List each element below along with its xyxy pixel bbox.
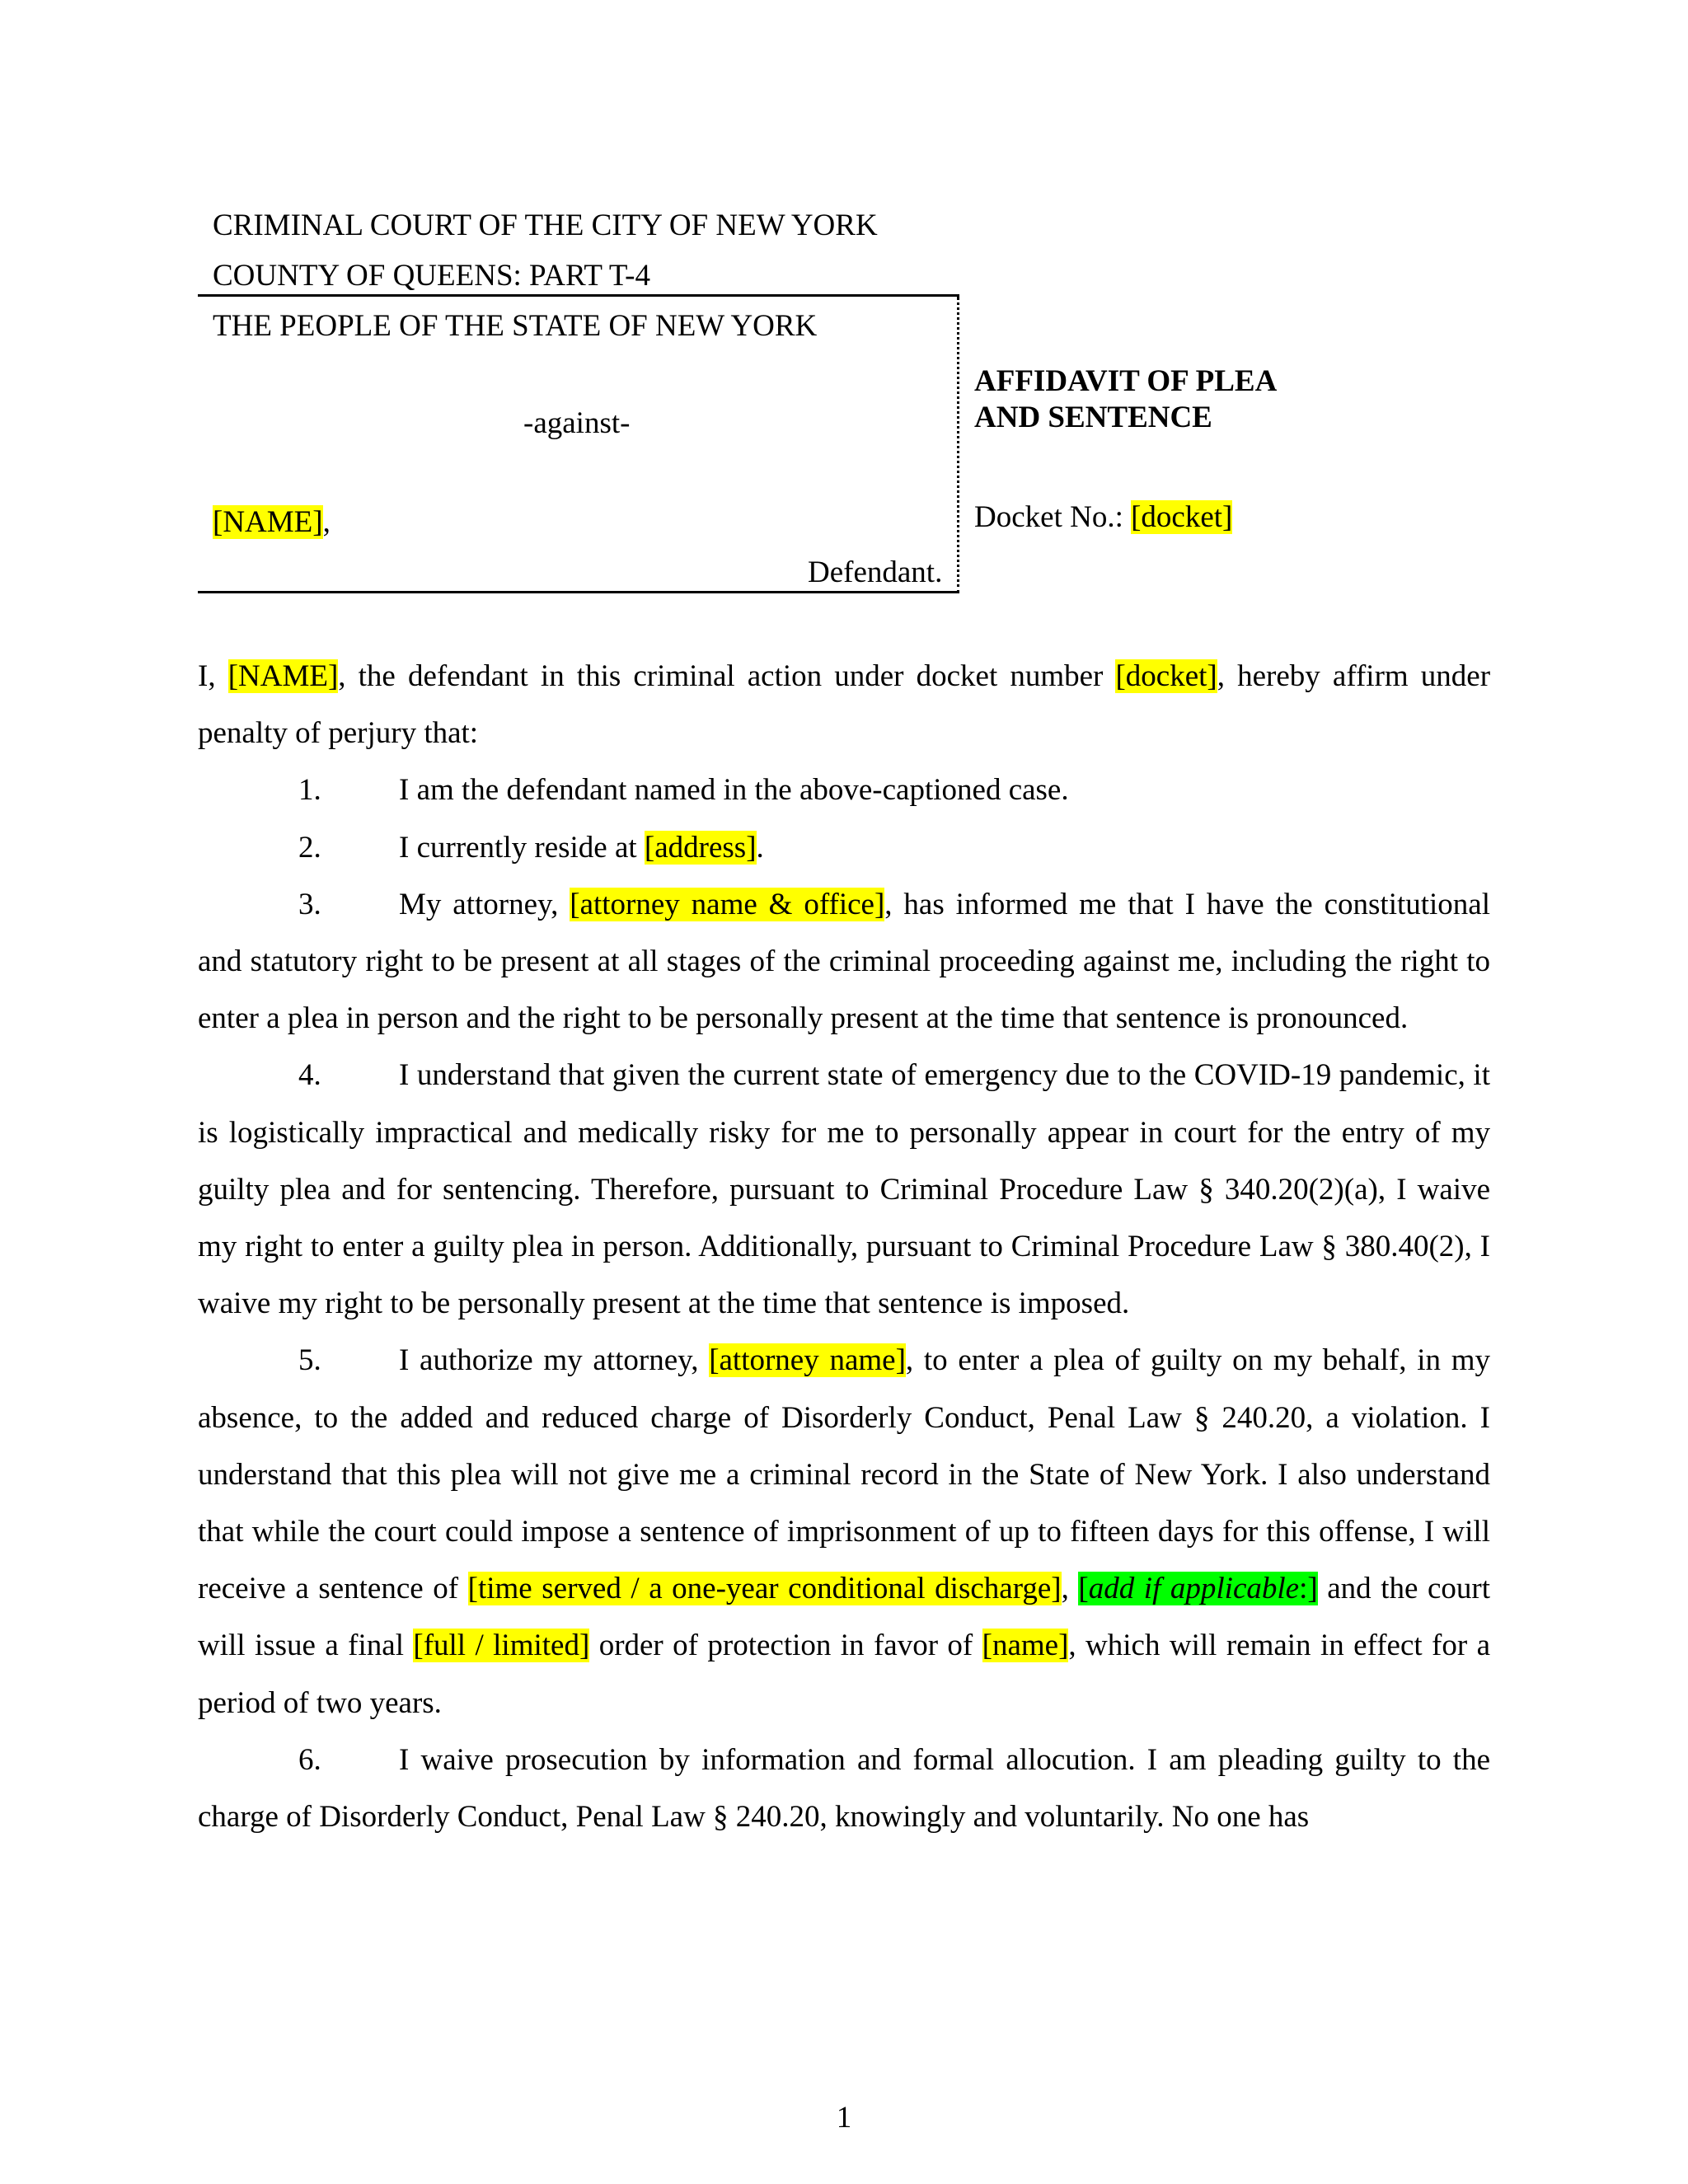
defendant-name-line: [NAME], xyxy=(213,505,331,539)
name-placeholder: [NAME] xyxy=(227,659,339,693)
add-if-applicable-note: [add if applicable:] xyxy=(1078,1572,1318,1606)
paragraph-5: 5. I authorize my attorney, [attorney name], to enter a plea of guilty on my behalf, in my absence, to the added and reduced charge of Disorderly Conduct, Penal Law § 240.20, a violation. I understand that this plea will not give me a criminal record in the State of New York. I also understand that while the court could impose a sentence of imprisonment of up to fifteen days for this offense, I will receive a sentence of [time served / a one-year conditional discharge], [add if applicable:] and the court will issue a final [full / limited] order of protection in favor of [name], which will remain in effect for a period of two years. xyxy=(198,1343,1491,1720)
caption-top-rule xyxy=(198,294,959,297)
caption-bottom-rule xyxy=(198,591,959,593)
caption-divider xyxy=(957,297,959,593)
paragraph-2: 2. I currently reside at [address]. xyxy=(298,830,764,865)
sentence-placeholder: [time served / a one-year conditional discharge] xyxy=(467,1572,1062,1606)
page-number: 1 xyxy=(836,2101,852,2135)
people-line: THE PEOPLE OF THE STATE OF NEW YORK xyxy=(213,309,818,343)
address-placeholder: [address] xyxy=(644,830,757,865)
attorney-office-placeholder: [attorney name & office] xyxy=(570,887,885,921)
document-title: AFFIDAVIT OF PLEA AND SENTENCE xyxy=(974,364,1278,434)
affidavit-body xyxy=(198,648,1490,1845)
defendant-label: Defendant. xyxy=(808,555,943,589)
attorney-name-placeholder: [attorney name] xyxy=(709,1343,906,1378)
paragraph-1: 1. I am the defendant named in the above-captioned case. xyxy=(298,773,1069,808)
docket-line: Docket No.: [docket] xyxy=(974,500,1233,534)
order-type-placeholder: [full / limited] xyxy=(413,1629,590,1663)
paragraph-3: 3. My attorney, [attorney name & office], has informed me that I have the constitutional and statutory right to be present at all stages of the criminal proceeding against me, including the right to enter a plea in person and the right to be personally present at the time that sentence is pronounced. xyxy=(198,887,1491,1036)
court-county-part: COUNTY OF QUEENS: PART T-4 xyxy=(213,259,650,293)
docket-placeholder: [docket] xyxy=(1131,500,1233,534)
intro-paragraph: I, [NAME], the defendant in this criminal action under docket number [docket], hereby affirm under penalty of perjury that: xyxy=(198,659,1491,751)
paragraph-6: 6. I waive prosecution by information and formal allocution. I am pleading guilty to the charge of Disorderly Conduct, Penal Law § 240.20, knowingly and voluntarily. No one has xyxy=(198,1742,1490,1835)
paragraph-4: 4. I understand that given the current state of emergency due to the COVID-19 pandemic, it is logistically impractical and medically risky for me to personally appear in court for the entry of my guilty plea and for sentencing. Therefore, pursuant to Criminal Procedure Law § 340.20(2)(a), I waive my right to enter a guilty plea in person. Additionally, pursuant to Criminal Procedure Law § 380.40(2), I waive my right to be personally present at the time that sentence is imposed. xyxy=(198,1058,1490,1321)
against-line: -against- xyxy=(523,406,631,440)
protected-name-placeholder: [name] xyxy=(982,1629,1069,1663)
docket-placeholder: [docket] xyxy=(1115,659,1217,693)
court-name: CRIMINAL COURT OF THE CITY OF NEW YORK xyxy=(213,209,878,242)
defendant-name-placeholder: [NAME] xyxy=(213,505,323,539)
